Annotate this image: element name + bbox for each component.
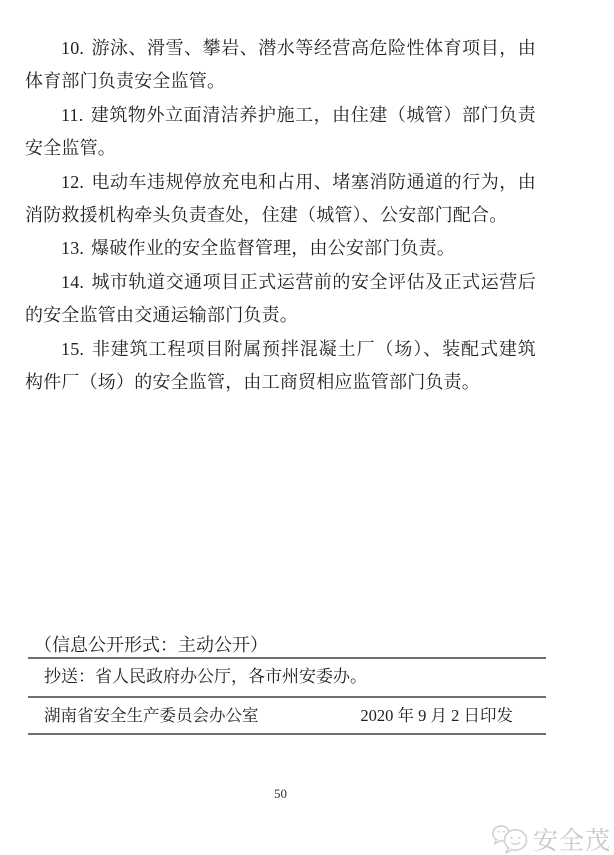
divider — [28, 696, 546, 698]
disclosure-note: （信息公开形式：主动公开） — [34, 635, 268, 655]
divider — [28, 733, 546, 735]
item-text: 电动车违规停放充电和占用、堵塞消防通道的行为，由消防救援机构牵头负责查处，住建（城管）、公安部门配合。 — [25, 171, 536, 226]
issuer-row — [44, 703, 513, 728]
item-number: 11. — [61, 104, 84, 125]
list-item — [25, 266, 536, 333]
item-number: 12. — [61, 171, 85, 192]
item-number: 14. — [61, 271, 85, 292]
list-item — [25, 333, 536, 400]
list-item — [25, 32, 536, 99]
cc-line: 抄送：省人民政府办公厅，各市州安委办。 — [44, 667, 367, 686]
item-text: 非建筑工程项目附属预拌混凝土厂（场）、装配式建筑构件厂（场）的安全监管，由工商贸相应监管部门负责。 — [25, 338, 536, 393]
print-date: 2020 年 9 月 2 日印发 — [360, 706, 513, 725]
item-number: 15. — [61, 338, 85, 359]
chat-bubbles-icon — [490, 823, 530, 855]
list-item — [25, 166, 536, 233]
list-item — [25, 99, 536, 166]
issuer-name: 湖南省安全生产委员会办公室 — [44, 706, 259, 725]
numbered-list — [25, 32, 536, 399]
item-number: 10. — [61, 38, 85, 58]
watermark-label: 安全茂 — [532, 828, 611, 855]
item-text: 爆破作业的安全监督管理，由公安部门负责。 — [91, 238, 456, 259]
item-text: 建筑物外立面清洁养护施工，由住建（城管）部门负责安全监管。 — [25, 104, 536, 159]
item-text: 城市轨道交通项目正式运营前的安全评估及正式运营后的安全监管由交通运输部门负责。 — [25, 271, 536, 326]
divider — [28, 657, 546, 659]
page-number: 50 — [274, 786, 287, 801]
watermark — [490, 821, 611, 855]
list-item — [25, 232, 536, 265]
item-text: 游泳、滑雪、攀岩、潜水等经营高危险性体育项目，由体育部门负责安全监管。 — [25, 38, 536, 92]
item-number: 13. — [61, 238, 85, 259]
